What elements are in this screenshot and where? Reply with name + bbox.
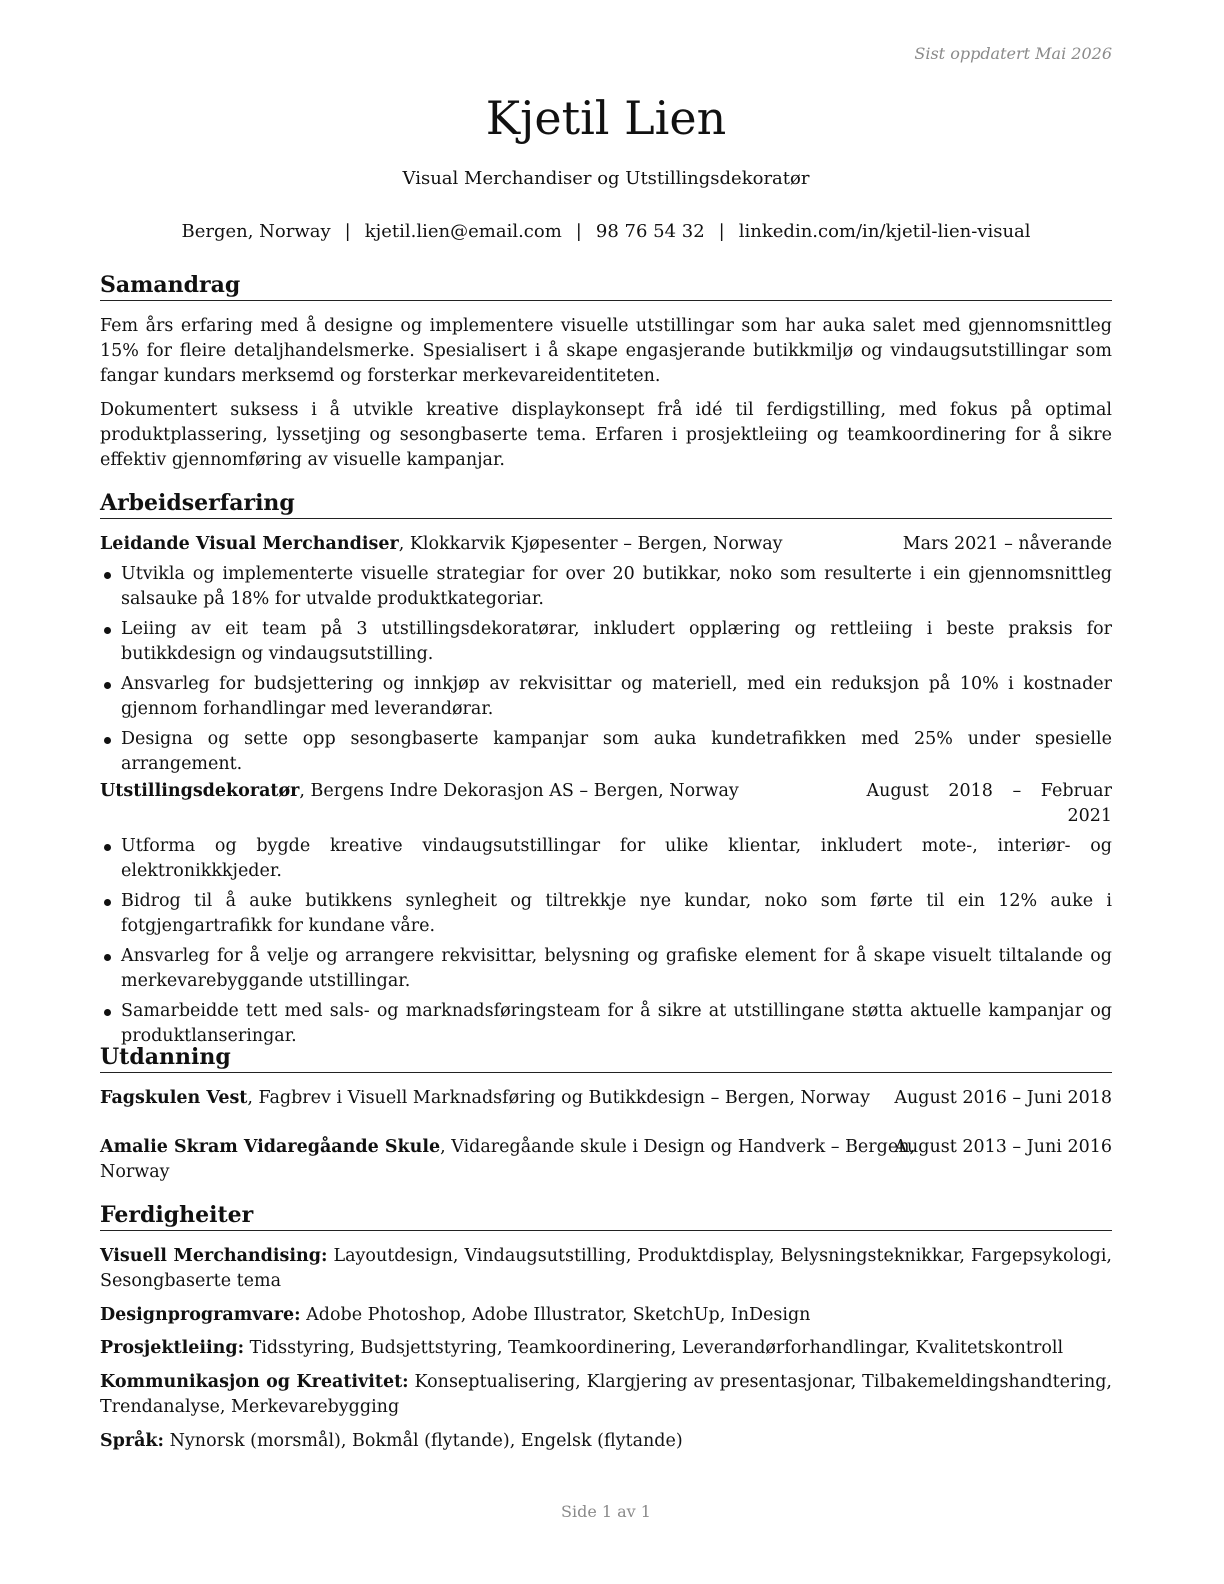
job-bullet: Designa og sette opp sesongbaserte kampanjar som auka kundetrafikken med 25% under spesielle arrangement. bbox=[100, 727, 1112, 777]
job-position: Utstillingsdekoratør bbox=[100, 781, 300, 801]
candidate-name: Kjetil Lien bbox=[485, 91, 727, 145]
skill-row bbox=[100, 1429, 1112, 1454]
contact-linkedin[interactable]: linkedin.com/in/kjetil-lien-visual bbox=[738, 221, 1031, 242]
skill-label: Prosjektleiing: bbox=[100, 1338, 245, 1358]
last-updated: Sist oppdatert Mai 2026 bbox=[914, 44, 1112, 63]
skill-row bbox=[100, 1303, 1112, 1328]
job-bullet: Ansvarleg for å velje og arrangere rekvisittar, belysning og grafiske element for å skape visuelt tiltalande og merkevarebyggande utstillingar. bbox=[100, 944, 1112, 994]
candidate-role: Visual Merchandiser og Utstillingsdekoratør bbox=[402, 168, 810, 189]
contact-separator: | bbox=[575, 221, 582, 242]
education-detail: , Fagbrev i Visuell Marknadsføring og Butikkdesign – Bergen, Norway bbox=[247, 1088, 870, 1108]
job-bullets bbox=[100, 562, 1112, 782]
job-bullet: Leiing av eit team på 3 utstillingsdekoratørar, inkludert opplæring og rettleiing i beste praksis for butikkdesign og vindaugsutstilling. bbox=[100, 617, 1112, 667]
education-school: Fagskulen Vest bbox=[100, 1088, 248, 1108]
skill-value: Tidsstyring, Budsjettstyring, Teamkoordinering, Leverandørforhandlingar, Kvalitetskontroll bbox=[244, 1338, 1064, 1358]
skill-label: Visuell Merchandising: bbox=[100, 1246, 328, 1266]
page-number: Side 1 av 1 bbox=[561, 1502, 651, 1521]
job-header bbox=[100, 779, 1112, 829]
job-bullet: Bidrog til å auke butikkens synlegheit og tiltrekkje nye kundar, noko som førte til ein 12% auke i fotgjengartrafikk for kundane våre. bbox=[100, 889, 1112, 939]
contact-separator: | bbox=[718, 221, 725, 242]
skill-label: Språk: bbox=[100, 1431, 165, 1451]
contact-phone: 98 76 54 32 bbox=[595, 221, 705, 242]
skill-value: Adobe Photoshop, Adobe Illustrator, SketchUp, InDesign bbox=[300, 1305, 811, 1325]
job-company: , Klokkarvik Kjøpesenter – Bergen, Norway bbox=[398, 534, 783, 554]
job-position: Leidande Visual Merchandiser bbox=[100, 534, 399, 554]
education-detail-line: Norway bbox=[100, 1162, 170, 1182]
section-title-summary: Samandrag bbox=[100, 270, 1112, 301]
section-title-experience: Arbeidserfaring bbox=[100, 488, 1112, 519]
job-bullet: Ansvarleg for budsjettering og innkjøp av rekvisittar og materiell, med ein reduksjon på 10% i kostnader gjennom forhandlingar med leverandørar. bbox=[100, 672, 1112, 722]
skill-row bbox=[100, 1370, 1112, 1420]
skill-value: Layoutdesign, Vindaugsutstilling, Produktdisplay, Belysningsteknikkar, Fargepsykologi, Sesongbaserte tema bbox=[100, 1246, 1112, 1291]
contact-email[interactable]: kjetil.lien@email.com bbox=[364, 221, 562, 242]
education-school: Amalie Skram Vidaregåande Skule bbox=[100, 1137, 441, 1157]
education-dates: August 2013 – Juni 2016 bbox=[894, 1137, 1112, 1157]
education-detail: , Vidaregåande skule i Design og Handverk – Bergen, bbox=[440, 1137, 916, 1157]
job-dates bbox=[866, 779, 1112, 829]
summary-paragraph: Dokumentert suksess i å utvikle kreative displaykonsept frå idé til ferdigstilling, med fokus på optimal produktplassering, lyssetjing og sesongbaserte tema. Erfaren i prosjektleiing og teamkoordinering for å sikre effektiv gjennomføring av visuelle kampanjar. bbox=[100, 400, 1112, 470]
resume-page bbox=[100, 0, 1112, 1584]
job-dates-line: August 2018 – Februar bbox=[866, 781, 1112, 801]
skill-value: Nynorsk (morsmål), Bokmål (flytande), Engelsk (flytande) bbox=[164, 1431, 683, 1451]
job-dates: Mars 2021 – nåverande bbox=[902, 534, 1112, 554]
section-title-education: Utdanning bbox=[100, 1042, 1112, 1073]
section-title-skills: Ferdigheiter bbox=[100, 1200, 1112, 1231]
skill-row bbox=[100, 1336, 1112, 1361]
contact-line bbox=[100, 219, 1112, 245]
skill-value: Konseptualisering, Klargjering av presentasjonar, Tilbakemeldingshandtering, Trendanalyse, Merkevarebygging bbox=[100, 1372, 1112, 1417]
job-bullet: Samarbeidde tett med sals- og marknadsføringsteam for å sikre at utstillingane støtta aktuelle kampanjar og produktlanseringar. bbox=[100, 999, 1112, 1049]
skill-row bbox=[100, 1244, 1112, 1294]
job-bullets bbox=[100, 834, 1112, 1054]
job-bullet: Utvikla og implementerte visuelle strategiar for over 20 butikkar, noko som resulterte i ein gjennomsnittleg salsauke på 18% for utvalde produktkategoriar. bbox=[100, 562, 1112, 612]
job-dates-line: 2021 bbox=[1067, 806, 1112, 826]
education-item bbox=[100, 1135, 1112, 1185]
job-company: , Bergens Indre Dekorasjon AS – Bergen, Norway bbox=[299, 781, 739, 801]
contact-separator: | bbox=[344, 221, 351, 242]
skill-label: Designprogramvare: bbox=[100, 1305, 301, 1325]
summary-paragraph: Fem års erfaring med å designe og implementere visuelle utstillingar som har auka salet med gjennomsnittleg 15% for fleire detaljhandelsmerke. Spesialisert i å skape engasjerande butikkmiljø og vindaugsutstillingar som fangar kundars merksemd og forsterkar merkevareidentiteten. bbox=[100, 316, 1112, 386]
contact-location: Bergen, Norway bbox=[181, 221, 331, 242]
job-bullet: Utforma og bygde kreative vindaugsutstillingar for ulike klientar, inkludert mote-, interiør- og elektronikkkjeder. bbox=[100, 834, 1112, 884]
skill-label: Kommunikasjon og Kreativitet: bbox=[100, 1372, 409, 1392]
education-dates: August 2016 – Juni 2018 bbox=[894, 1088, 1112, 1108]
